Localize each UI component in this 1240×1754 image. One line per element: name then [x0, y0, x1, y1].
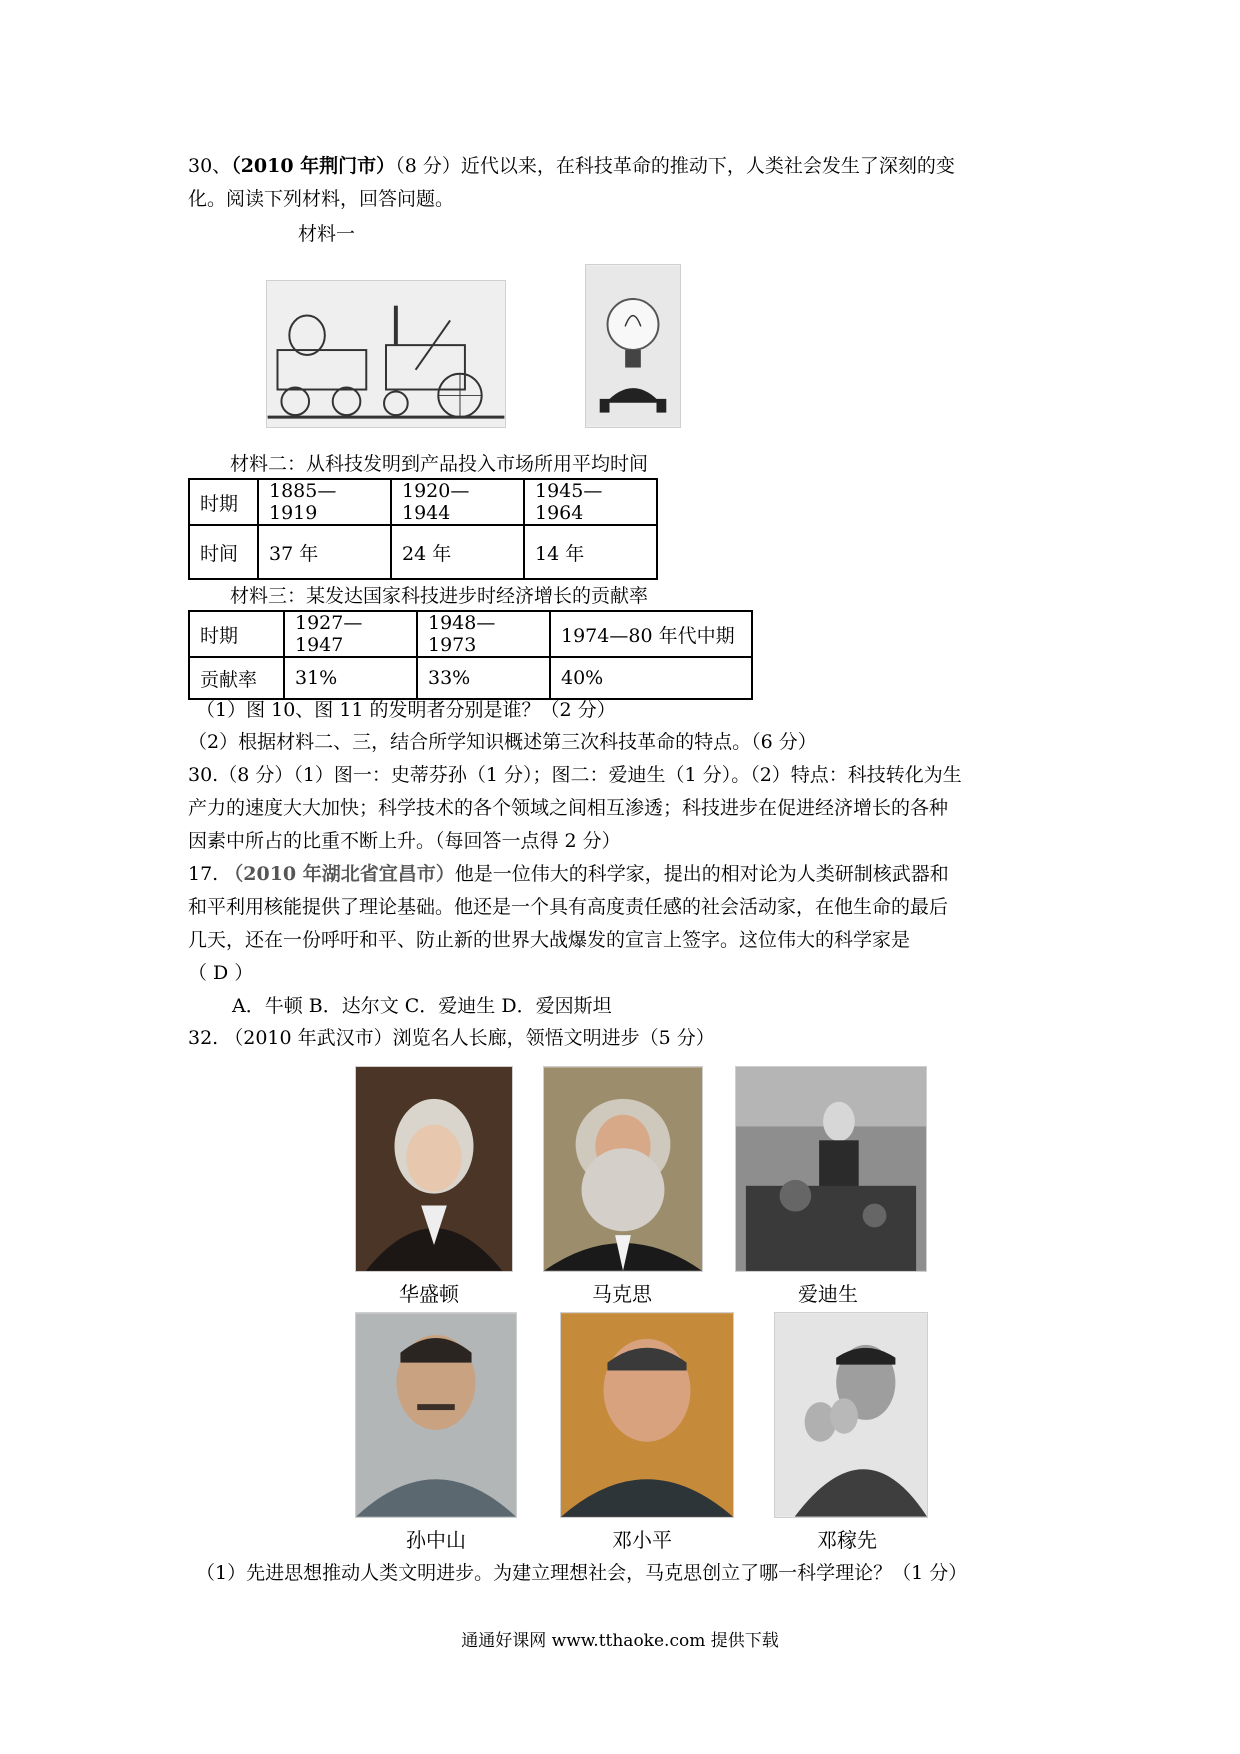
q32-sub1: （1）先进思想推动人类文明进步。为建立理想社会，马克思创立了哪一科学理论？（1 分） [196, 1562, 968, 1584]
q30-answer-line3: 因素中所占的比重不断上升。（每回答一点得 2 分） [188, 830, 621, 852]
material2-title: 材料二：从科技发明到产品投入市场所用平均时间 [230, 453, 649, 475]
q30-source: （2010 年荆门市） [231, 155, 396, 177]
edison-photo [735, 1066, 927, 1272]
contribution-rate-table [188, 610, 753, 700]
table-cell: 33% [417, 657, 550, 699]
caption-marx: 马克思 [592, 1282, 652, 1306]
table-cell: 24 年 [391, 525, 524, 579]
sun-yat-sen-portrait-drawing [356, 1313, 516, 1517]
deng-xiaoping-portrait [560, 1312, 734, 1518]
edison-photo-drawing [736, 1067, 926, 1271]
table-cell: 1885—1919 [258, 479, 391, 525]
washington-portrait [355, 1066, 513, 1272]
deng-jiaxian-photo-drawing [775, 1313, 927, 1517]
q30-line1: 30、（2010 年荆门市）（8 分）近代以来，在科技革命的推动下，人类社会发生了深刻的变 [188, 155, 955, 177]
q17-options: A．牛顿 B．达尔文 C．爱迪生 D．爱因斯坦 [232, 995, 612, 1017]
table-cell: 31% [284, 657, 417, 699]
table-cell: 时期 [189, 611, 284, 657]
q17-answer: （ D ） [188, 962, 254, 984]
table-cell: 贡献率 [189, 657, 284, 699]
table-cell: 1974—80 年代中期 [550, 611, 752, 657]
deng-xiaoping-portrait-drawing [561, 1313, 733, 1517]
table-cell: 1948—1973 [417, 611, 550, 657]
caption-edison: 爱迪生 [798, 1282, 858, 1306]
material3-title: 材料三：某发达国家科技进步时经济增长的贡献率 [230, 585, 649, 607]
material1-label: 材料一 [298, 223, 356, 245]
table-row [189, 657, 752, 699]
q30-answer-line1: 30.（8 分）（1）图一：史蒂芬孙（1 分）；图二：爱迪生（1 分）。（2）特点：科技转化为生 [188, 764, 962, 786]
q32-title: 32. （2010 年武汉市）浏览名人长廊，领悟文明进步（5 分） [188, 1027, 715, 1049]
time-to-market-table [188, 478, 658, 580]
table-row [189, 525, 657, 579]
locomotive-drawing [267, 281, 505, 427]
q17-line2: 和平利用核能提供了理论基础。他还是一个具有高度责任感的社会活动家，在他生命的最后 [188, 896, 949, 918]
light-bulb-drawing [586, 265, 680, 427]
locomotive-image [266, 280, 506, 428]
table-cell: 40% [550, 657, 752, 699]
page-footer: 通通好课网 www.tthaoke.com 提供下载 [461, 1631, 779, 1651]
table-header-row [189, 611, 752, 657]
q17-line1: 17. （2010 年湖北省宜昌市）他是一位伟大的科学家，提出的相对论为人类研制核武器和 [188, 863, 949, 885]
table-header-row [189, 479, 657, 525]
table-cell: 1945—1964 [524, 479, 657, 525]
sun-yat-sen-portrait [355, 1312, 517, 1518]
table-cell: 37 年 [258, 525, 391, 579]
marx-portrait [543, 1066, 703, 1272]
table-cell: 1920—1944 [391, 479, 524, 525]
light-bulb-image [585, 264, 681, 428]
q30-sub1: （1）图 10、图 11 的发明者分别是谁？（2 分） [196, 699, 616, 721]
table-cell: 时间 [189, 525, 258, 579]
washington-portrait-drawing [356, 1067, 512, 1271]
q17-source: （2010 年湖北省宜昌市） [224, 863, 455, 885]
table-cell: 时期 [189, 479, 258, 525]
caption-deng-jiaxian: 邓稼先 [817, 1528, 877, 1552]
caption-deng-xiaoping: 邓小平 [612, 1528, 672, 1552]
q17-line3: 几天，还在一份呼吁和平、防止新的世界大战爆发的宣言上签字。这位伟大的科学家是 [188, 929, 911, 951]
table-cell: 14 年 [524, 525, 657, 579]
caption-sun-yat-sen: 孙中山 [406, 1528, 466, 1552]
deng-jiaxian-photo [774, 1312, 928, 1518]
marx-portrait-drawing [544, 1067, 702, 1271]
q30-line2: 化。阅读下列材料，回答问题。 [188, 188, 455, 210]
caption-washington: 华盛顿 [399, 1282, 459, 1306]
q30-sub2: （2）根据材料二、三，结合所学知识概述第三次科技革命的特点。（6 分） [188, 731, 817, 753]
q30-answer-line2: 产力的速度大大加快；科学技术的各个领域之间相互渗透；科技进步在促进经济增长的各种 [188, 797, 949, 819]
table-cell: 1927—1947 [284, 611, 417, 657]
